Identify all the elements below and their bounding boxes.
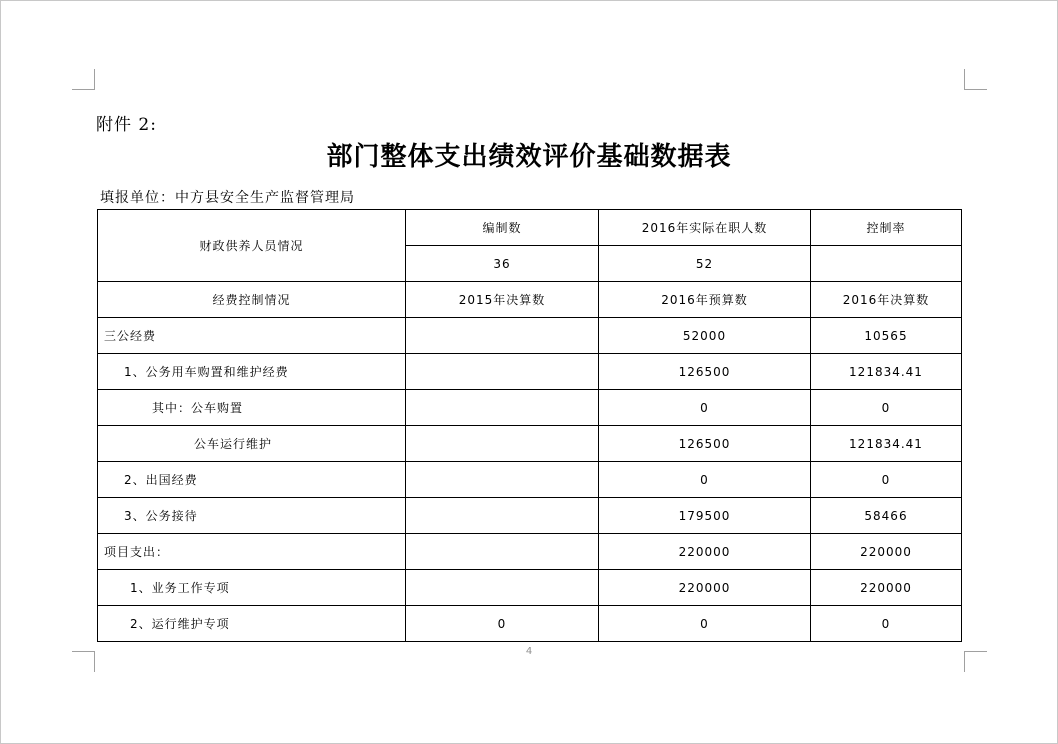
row-2016-final: 0 <box>811 390 962 426</box>
row-label: 3、公务接待 <box>98 498 406 534</box>
reporting-unit: 填报单位：中方县安全生产监督管理局 <box>100 190 355 206</box>
expense-header-2016-budget: 2016年预算数 <box>599 282 811 318</box>
document-title: 部门整体支出绩效评价基础数据表 <box>326 142 732 172</box>
expense-header-2015: 2015年决算数 <box>406 282 599 318</box>
row-label: 项目支出： <box>98 534 406 570</box>
page-number: 4 <box>525 646 533 657</box>
crop-mark-top-right <box>964 69 987 90</box>
row-2016-budget: 220000 <box>599 570 811 606</box>
table-row <box>98 570 962 606</box>
table-row <box>98 606 962 642</box>
staffing-header-actual: 2016年实际在职人数 <box>599 210 811 246</box>
row-label: 2、出国经费 <box>98 462 406 498</box>
table-row <box>98 318 962 354</box>
row-2015 <box>406 354 599 390</box>
row-label: 1、业务工作专项 <box>98 570 406 606</box>
table-row <box>98 498 962 534</box>
row-2015 <box>406 390 599 426</box>
row-2016-final: 0 <box>811 606 962 642</box>
row-2015 <box>406 318 599 354</box>
expense-header-row <box>98 282 962 318</box>
row-2016-budget: 126500 <box>599 426 811 462</box>
table-row <box>98 390 962 426</box>
expense-header-2016-final: 2016年决算数 <box>811 282 962 318</box>
row-2015: 0 <box>406 606 599 642</box>
staffing-value-quota: 36 <box>406 246 599 282</box>
row-2016-budget: 179500 <box>599 498 811 534</box>
table-row <box>98 534 962 570</box>
row-2016-final: 220000 <box>811 570 962 606</box>
row-2016-budget: 52000 <box>599 318 811 354</box>
expense-header-label: 经费控制情况 <box>98 282 406 318</box>
row-2016-budget: 0 <box>599 606 811 642</box>
row-2016-final: 58466 <box>811 498 962 534</box>
staffing-value-rate <box>811 246 962 282</box>
staffing-label: 财政供养人员情况 <box>98 210 406 282</box>
staffing-header-quota: 编制数 <box>406 210 599 246</box>
staffing-value-actual: 52 <box>599 246 811 282</box>
row-2016-final: 121834.41 <box>811 426 962 462</box>
staffing-header-row <box>98 210 962 246</box>
row-2016-budget: 126500 <box>599 354 811 390</box>
row-label: 其中：公车购置 <box>98 390 406 426</box>
data-table <box>97 209 962 642</box>
row-2015 <box>406 426 599 462</box>
row-label: 公车运行维护 <box>98 426 406 462</box>
table-row <box>98 354 962 390</box>
row-2015 <box>406 498 599 534</box>
row-2016-final: 10565 <box>811 318 962 354</box>
table-row <box>98 462 962 498</box>
row-2015 <box>406 570 599 606</box>
row-2015 <box>406 462 599 498</box>
row-2016-final: 0 <box>811 462 962 498</box>
row-label: 1、公务用车购置和维护经费 <box>98 354 406 390</box>
row-label: 2、运行维护专项 <box>98 606 406 642</box>
table-row <box>98 426 962 462</box>
row-2016-final: 220000 <box>811 534 962 570</box>
attachment-label: 附件 2: <box>96 115 157 135</box>
row-label: 三公经费 <box>98 318 406 354</box>
crop-mark-top-left <box>72 69 95 90</box>
row-2015 <box>406 534 599 570</box>
row-2016-budget: 220000 <box>599 534 811 570</box>
row-2016-budget: 0 <box>599 390 811 426</box>
row-2016-final: 121834.41 <box>811 354 962 390</box>
row-2016-budget: 0 <box>599 462 811 498</box>
staffing-header-rate: 控制率 <box>811 210 962 246</box>
